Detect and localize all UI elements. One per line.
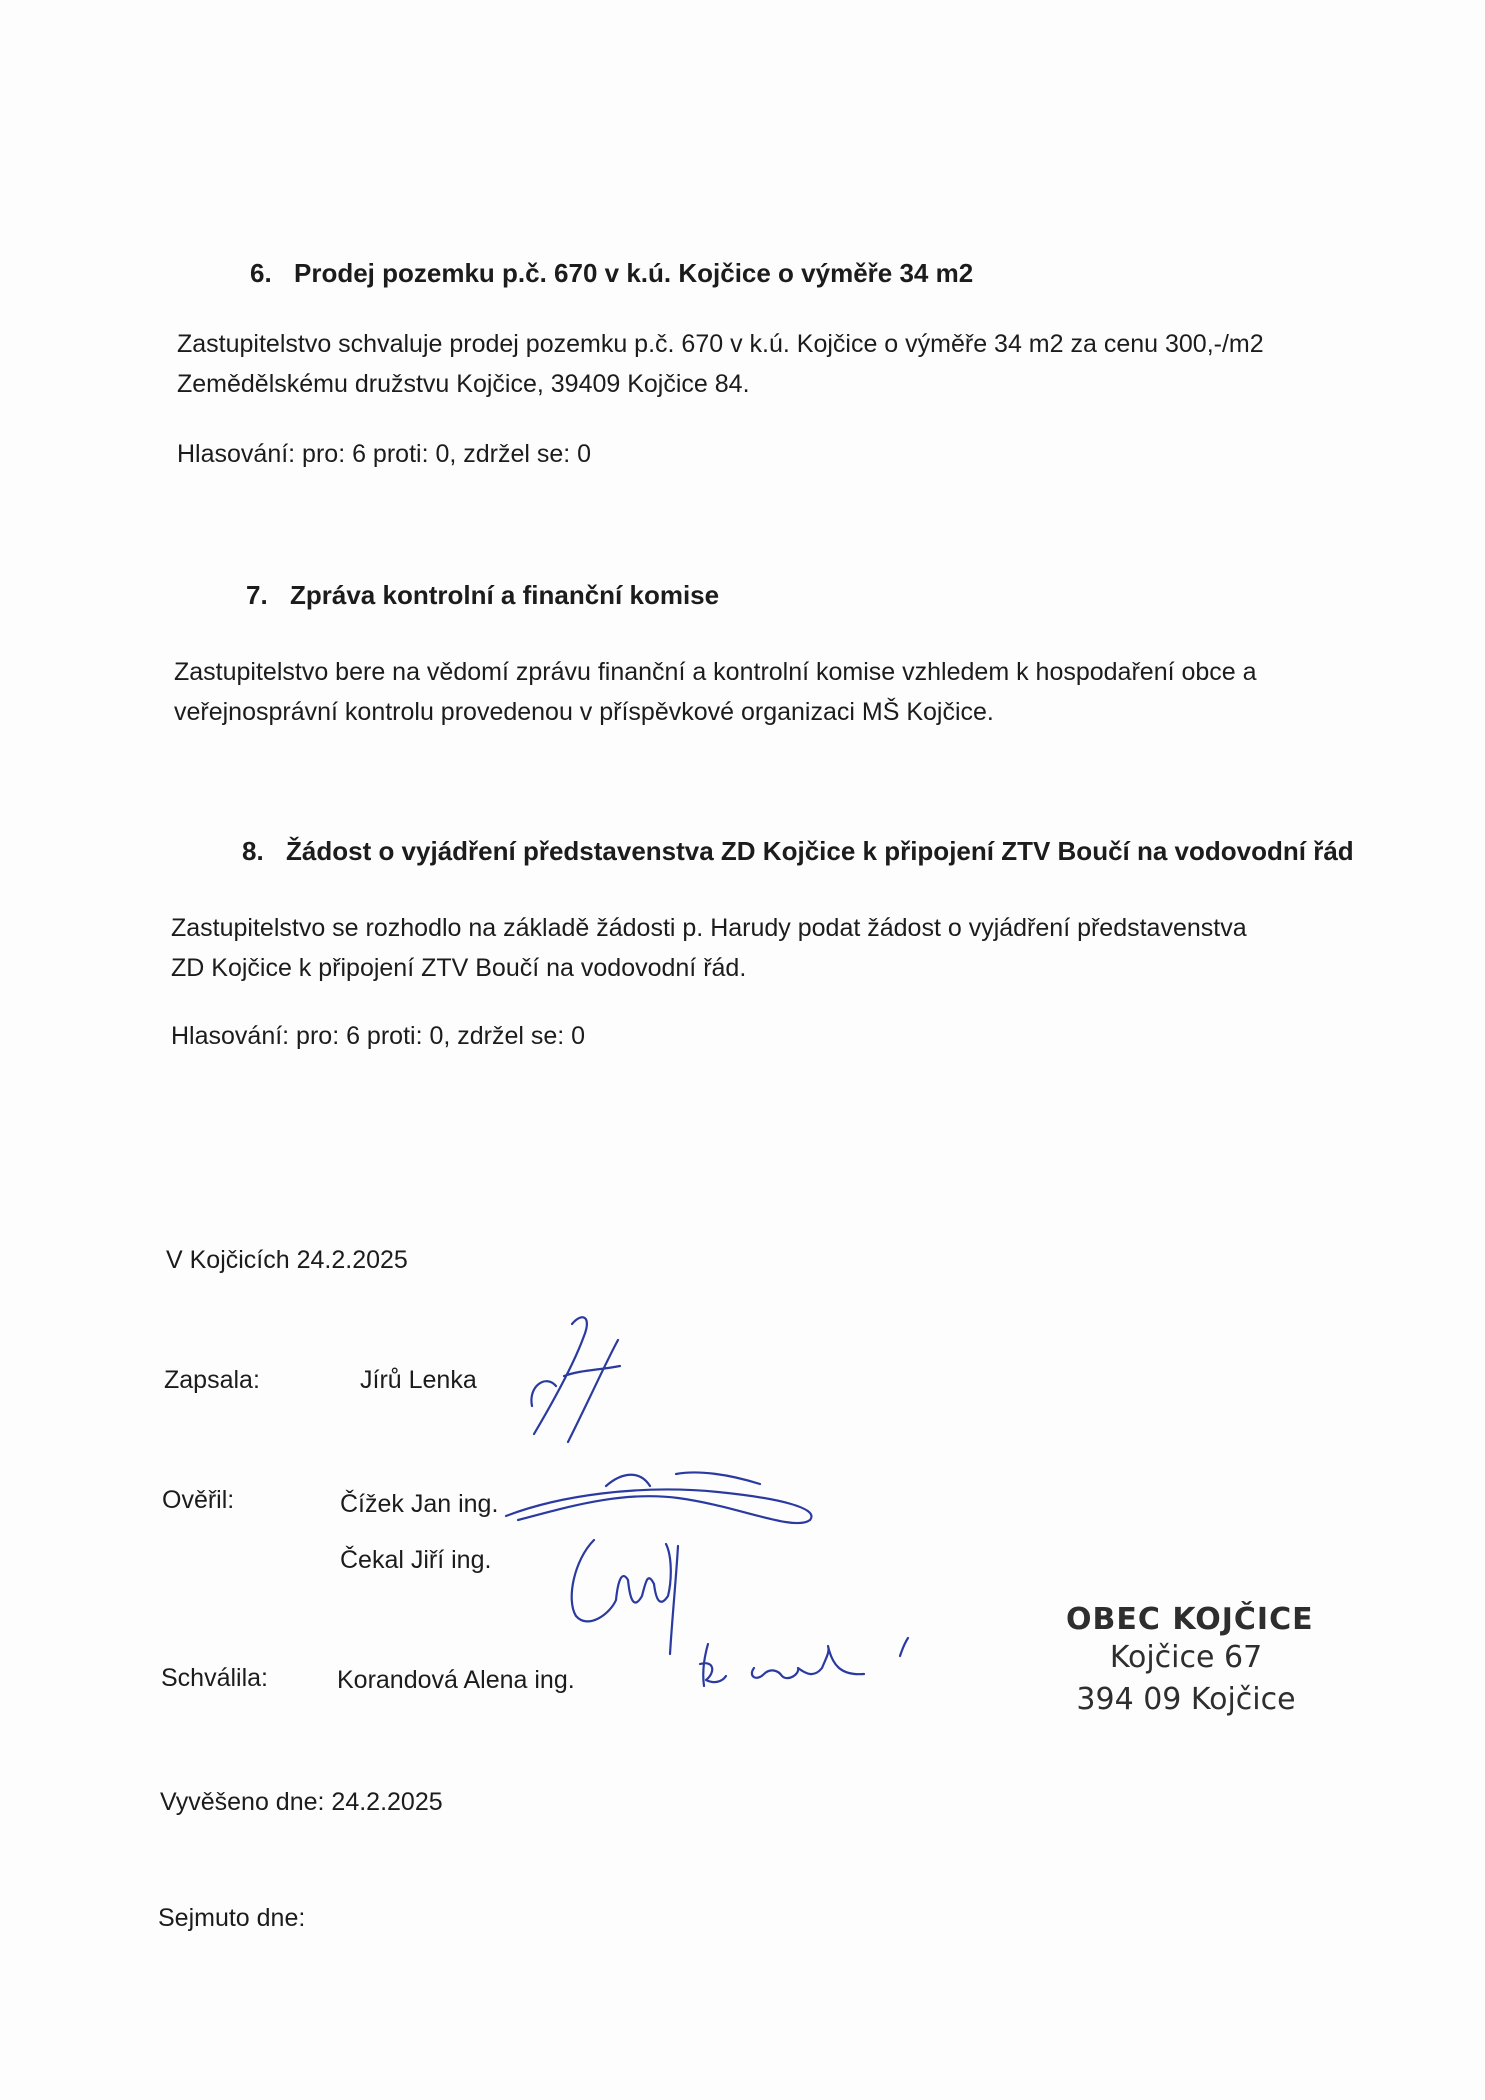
recorded-by-label: Zapsala: bbox=[164, 1366, 260, 1394]
verified-by-name-2: Čekal Jiří ing. bbox=[340, 1546, 492, 1574]
signature-cekal-scribble bbox=[560, 1520, 710, 1660]
official-stamp bbox=[1066, 1602, 1314, 1721]
section-8-title: Žádost o vyjádření představenstva ZD Kojčice k připojení ZTV Boučí na vodovodní řád bbox=[286, 836, 1354, 866]
approved-by-name: Korandová Alena ing. bbox=[337, 1666, 575, 1694]
section-8-vote: Hlasování: pro: 6 proti: 0, zdržel se: 0 bbox=[171, 1022, 586, 1050]
section-7-number: 7. bbox=[246, 580, 268, 610]
place-date: V Kojčicích 24.2.2025 bbox=[166, 1246, 408, 1274]
section-7-text-line2: veřejnosprávní kontrolu provedenou v příspěvkové organizaci MŠ Kojčice. bbox=[174, 698, 994, 726]
verified-by-name-1: Čížek Jan ing. bbox=[340, 1490, 499, 1518]
section-7-title: Zpráva kontrolní a finanční komise bbox=[290, 580, 720, 610]
section-6-text-line2: Zemědělskému družstvu Kojčice, 39409 Kojčice 84. bbox=[177, 370, 750, 398]
recorded-by-name: Jírů Lenka bbox=[360, 1366, 477, 1394]
signature-korandova-scribble bbox=[690, 1628, 930, 1698]
posted-date: Vyvěšeno dne: 24.2.2025 bbox=[160, 1788, 443, 1816]
section-8-text-line2: ZD Kojčice k připojení ZTV Boučí na vodovodní řád. bbox=[171, 954, 747, 982]
removed-date: Sejmuto dne: bbox=[158, 1904, 306, 1932]
section-8-heading bbox=[242, 836, 1354, 867]
section-7-heading bbox=[246, 580, 719, 611]
section-7-text-line1: Zastupitelstvo bere na vědomí zprávu finanční a kontrolní komise vzhledem k hospodaření obce a bbox=[174, 658, 1257, 686]
section-8-text-line1: Zastupitelstvo se rozhodlo na základě žádosti p. Harudy podat žádost o vyjádření představenstva bbox=[171, 914, 1247, 942]
approved-by-label: Schválila: bbox=[161, 1664, 268, 1692]
section-6-heading bbox=[250, 258, 973, 289]
section-6-title: Prodej pozemku p.č. 670 v k.ú. Kojčice o výměře 34 m2 bbox=[294, 258, 974, 288]
stamp-address-line1: Kojčice 67 bbox=[1109, 1640, 1263, 1675]
signature-jiru-scribble bbox=[520, 1310, 640, 1450]
section-6-number: 6. bbox=[250, 258, 272, 288]
section-8-number: 8. bbox=[242, 836, 264, 866]
stamp-address-line2: 394 09 Kojčice bbox=[1076, 1682, 1296, 1717]
stamp-org-name: OBEC KOJČICE bbox=[1066, 1602, 1314, 1637]
verified-by-label: Ověřil: bbox=[162, 1486, 235, 1514]
section-6-text-line1: Zastupitelstvo schvaluje prodej pozemku p.č. 670 v k.ú. Kojčice o výměře 34 m2 za cenu 300,-/m2 bbox=[177, 330, 1264, 358]
section-6-vote: Hlasování: pro: 6 proti: 0, zdržel se: 0 bbox=[177, 440, 592, 468]
